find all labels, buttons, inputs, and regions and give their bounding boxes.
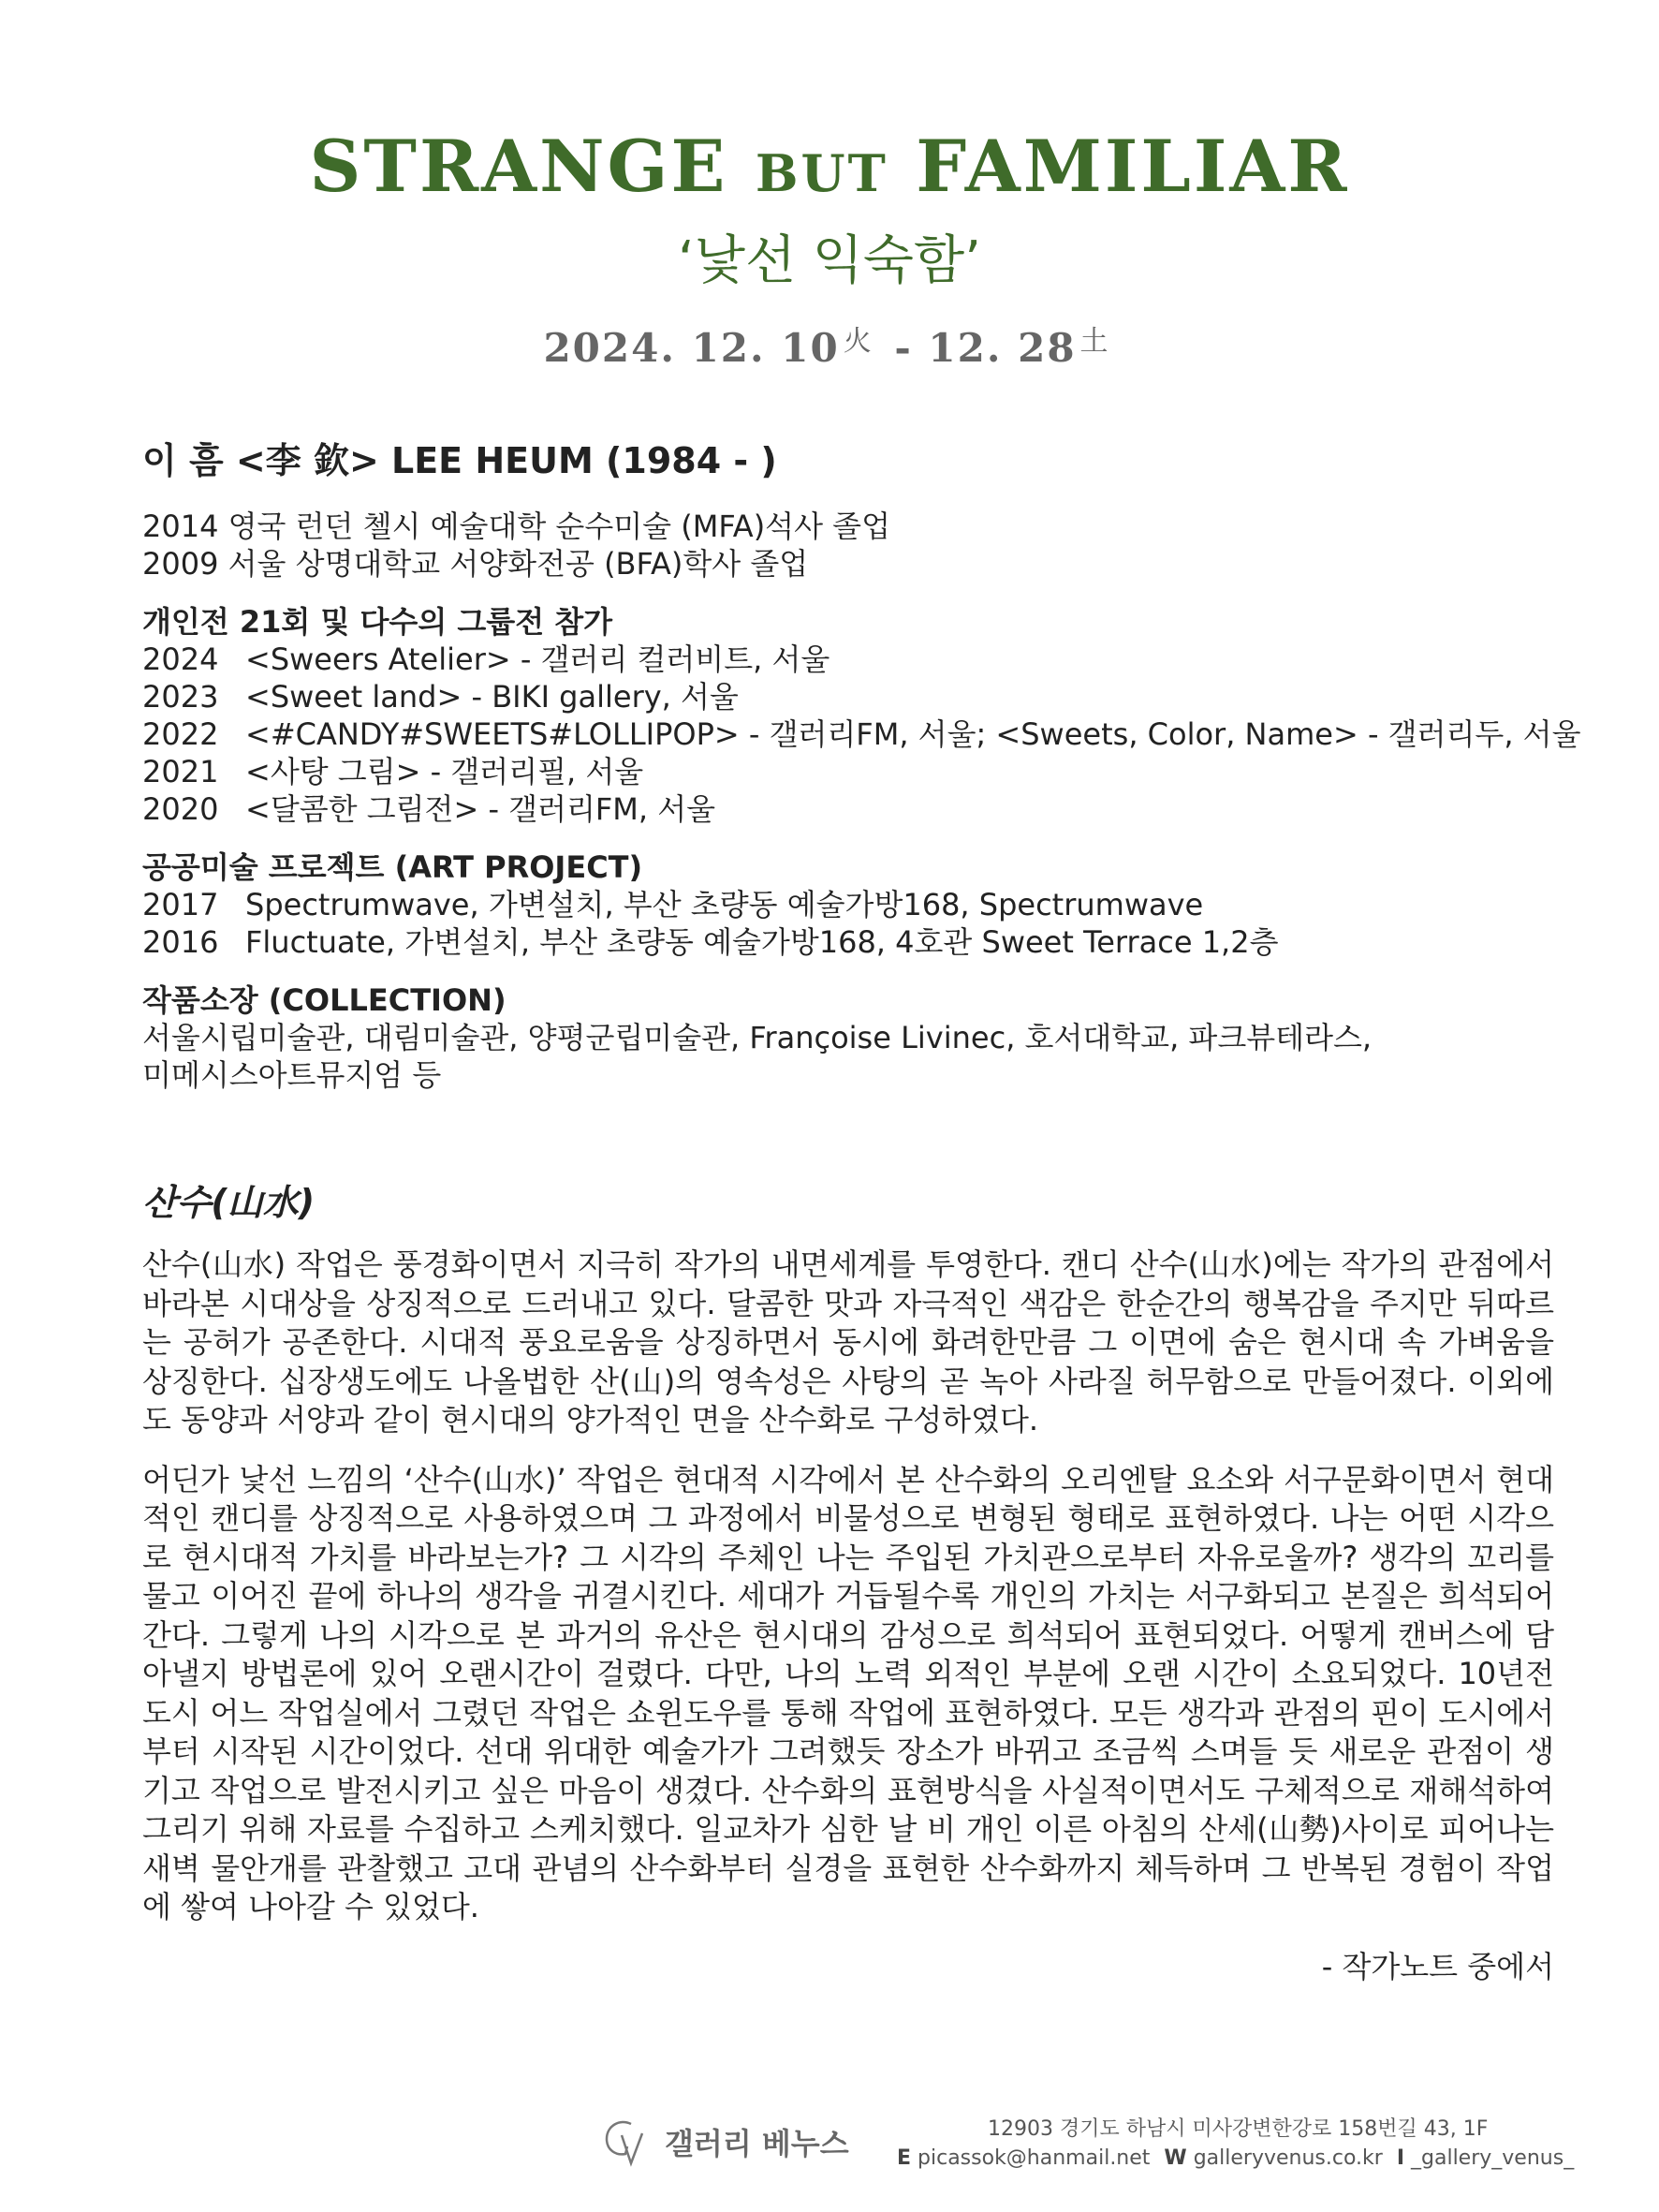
gallery-contact xyxy=(897,2146,1581,2170)
email-link[interactable]: picassok@hanmail.net xyxy=(918,2146,1151,2170)
exhibition-title-ko: ‘낯선 익숙함’ xyxy=(678,230,981,291)
list-item-year: 2021 xyxy=(142,754,219,789)
list-item xyxy=(142,641,1554,678)
list-item-year: 2022 xyxy=(142,716,219,752)
list-item-text: <Sweers Atelier> - 갤러리 컬러비트, 서울 xyxy=(245,641,830,677)
list-item xyxy=(142,923,1554,961)
title-word-but: BUT xyxy=(755,143,888,203)
list-item xyxy=(142,715,1581,753)
exhibition-title-en xyxy=(0,122,1659,218)
list-item-text: Fluctuate, 가변설치, 부산 초량동 예술가방168, 4호관 Sweet Terrace 1,2층 xyxy=(245,924,1279,960)
day-end: 土 xyxy=(1079,325,1110,358)
project-heading: 공공미술 프로젝트 (ART PROJECT) xyxy=(142,849,643,885)
title-word-strange: STRANGE xyxy=(309,125,728,208)
date-separator: - xyxy=(894,325,913,371)
collection-heading: 작품소장 (COLLECTION) xyxy=(142,982,507,1018)
list-item-text: <사탕 그림> - 갤러리필, 서울 xyxy=(245,754,644,789)
solo-heading: 개인전 21회 및 다수의 그룹전 참가 xyxy=(142,604,613,640)
list-item-year: 2023 xyxy=(142,679,219,715)
artist-name: 이 흠 <李 欽> LEE HEUM (1984 - ) xyxy=(142,440,777,481)
list-item-year: 2024 xyxy=(142,641,219,677)
instagram-label: I xyxy=(1396,2146,1405,2170)
list-item xyxy=(142,886,1554,923)
gv-monogram-icon xyxy=(599,2115,652,2171)
list-item-text: Spectrumwave, 가변설치, 부산 초량동 예술가방168, Spectrumwave xyxy=(245,887,1204,922)
artist-profile xyxy=(142,435,1581,1985)
exhibition-header xyxy=(0,122,1659,376)
date-end: 12. 28 xyxy=(928,325,1077,371)
list-item-year: 2016 xyxy=(142,924,219,960)
artist-note-paragraph: 산수(山水) 작업은 풍경화이면서 지극히 작가의 내면세계를 투영한다. 캔디 산수(山水)에는 작가의 관점에서 바라본 시대상을 상징적으로 드러내고 있다. 달콤한 맛과 자극적인 색감은 한순간의 행복감을 주지만 뒤따르는 공허가 공존한다. 시대적 풍요로움을 상징하면서 동시에 화려한만큼 그 이면에 숨은 현시대 속 가벼움을 상징한다. 십장생도에도 나올법한 산(山)의 영속성은 사탕의 곧 녹아 사라질 허무함으로 만들어졌다. 이외에도 동양과 서양과 같이 현시대의 양가적인 면을 산수화로 구성하였다. xyxy=(142,1246,1555,1438)
gallery-address: 12903 경기도 하남시 미사강변한강로 158번길 43, 1F xyxy=(988,2117,1489,2141)
list-item-year: 2020 xyxy=(142,791,219,827)
collection-line: 서울시립미술관, 대림미술관, 양평군립미술관, Françoise Livinec, 호서대학교, 파크뷰테라스, xyxy=(142,1020,1373,1055)
education-item: 2009 서울 상명대학교 서양화전공 (BFA)학사 졸업 xyxy=(142,546,809,582)
list-item xyxy=(142,790,1554,828)
instagram-link[interactable]: _gallery_venus_ xyxy=(1411,2146,1575,2170)
gallery-name: 갤러리 베누스 xyxy=(665,2126,849,2161)
exhibition-dates xyxy=(0,314,1659,376)
web-label: W xyxy=(1164,2146,1187,2170)
gallery-footer xyxy=(0,2098,1659,2191)
day-start: 火 xyxy=(843,325,874,358)
artist-note-paragraph: 어딘가 낯선 느낌의 ‘산수(山水)’ 작업은 현대적 시각에서 본 산수화의 오리엔탈 요소와 서구문화이면서 현대적인 캔디를 상징적으로 사용하였으며 그 과정에서 비물성으로 변형된 형태로 표현하였다. 나는 어떤 시각으로 현시대적 가치를 바라보는가? 그 시각의 주체인 나는 주입된 가치관으로부터 자유로울까? 생각의 꼬리를 물고 이어진 끝에 하나의 생각을 귀결시킨다. 세대가 거듭될수록 개인의 가치는 서구화되고 본질은 희석되어 간다. 그렇게 나의 시각으로 본 과거의 유산은 현시대의 감성으로 희석되어 표현되었다. 어떻게 캔버스에 담아낼지 방법론에 있어 오랜시간이 걸렸다. 다만, 나의 노력 외적인 부분에 오랜 시간이 소요되었다. 10년전 도시 어느 작업실에서 그렸던 작업은 쇼윈도우를 통해 작업에 표현하였다. 모든 생각과 관점의 핀이 도시에서부터 시작된 시간이었다. 선대 위대한 예술가가 그려했듯 장소가 바뀌고 조금씩 스며들 듯 새로운 관점이 생기고 작업으로 발전시키고 싶은 마음이 생겼다. 산수화의 표현방식을 사실적이면서도 구체적으로 재해석하여 그리기 위해 자료를 수집하고 스케치했다. 일교차가 심한 날 비 개인 이른 아침의 산세(山勢)사이로 피어나는 새벽 물안개를 관찰했고 고대 관념의 산수화부터 실경을 표현한 산수화까지 체득하며 그 반복된 경험이 작업에 쌓여 나아갈 수 있었다. xyxy=(142,1461,1554,1924)
solo-exhibitions xyxy=(142,603,1581,828)
note-signature: - 작가노트 중에서 xyxy=(1321,1948,1554,1984)
date-start: 2024. 12. 10 xyxy=(543,325,840,371)
art-projects xyxy=(142,848,1554,961)
collections xyxy=(142,981,1554,1094)
sansu-heading: 산수(山水) xyxy=(142,1182,316,1223)
list-item-text: <#CANDY#SWEETS#LOLLIPOP> - 갤러리FM, 서울; <Sweets, Color, Name> - 갤러리두, 서울 xyxy=(245,716,1581,752)
list-item xyxy=(142,678,1554,715)
list-item xyxy=(142,753,1554,790)
email-label: E xyxy=(897,2146,912,2170)
website-link[interactable]: galleryvenus.co.kr xyxy=(1193,2146,1383,2170)
collection-line: 미메시스아트뮤지엄 등 xyxy=(142,1057,442,1093)
list-item-year: 2017 xyxy=(142,887,219,922)
list-item-text: <Sweet land> - BIKI gallery, 서울 xyxy=(245,679,739,715)
title-word-familiar: FAMILIAR xyxy=(916,125,1350,208)
list-item-text: <달콤한 그림전> - 갤러리FM, 서울 xyxy=(245,791,716,827)
education-item: 2014 영국 런던 첼시 예술대학 순수미술 (MFA)석사 졸업 xyxy=(142,509,890,544)
